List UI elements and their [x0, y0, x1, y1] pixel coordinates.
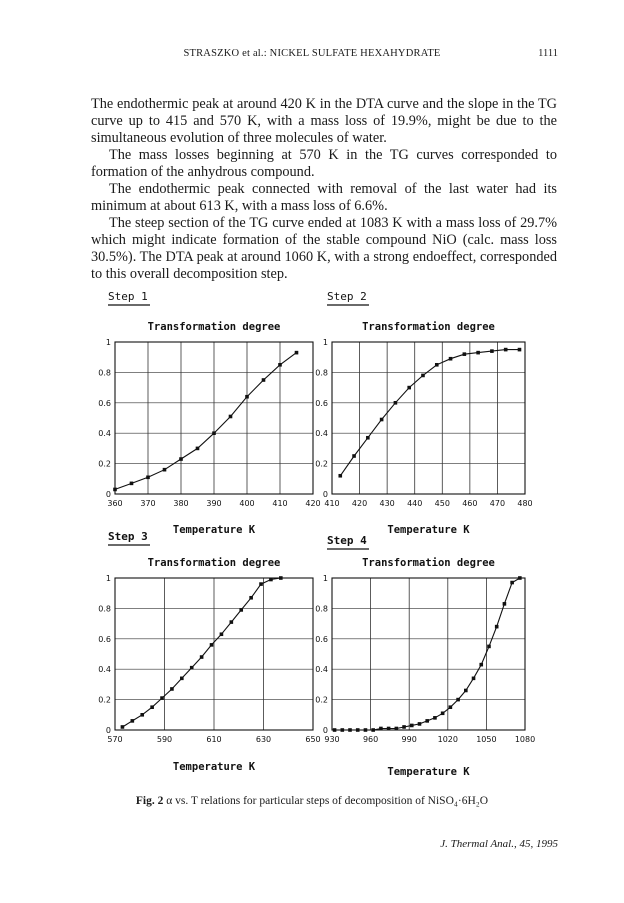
data-point [472, 677, 476, 681]
x-tick-label: 410 [272, 499, 288, 508]
y-tick-label: 0.2 [98, 459, 111, 469]
data-point [518, 348, 522, 352]
x-tick-label: 440 [407, 499, 423, 508]
data-point [212, 431, 216, 435]
series-line [115, 353, 297, 490]
y-tick-label: 1 [322, 338, 328, 347]
x-axis-label: Temperature K [387, 524, 470, 536]
data-point [503, 602, 507, 606]
data-point [130, 482, 134, 486]
data-point [140, 713, 144, 717]
data-point [407, 386, 411, 390]
series-line [340, 350, 519, 476]
x-tick-label: 570 [107, 735, 123, 744]
data-point [425, 719, 429, 723]
data-point [394, 401, 398, 405]
x-tick-label: 650 [305, 735, 321, 744]
chart-title: Transformation degree [362, 557, 495, 569]
y-tick-label: 0.4 [98, 665, 111, 675]
step-label: Step 3 [108, 530, 148, 543]
caption-label: Fig. 2 [135, 795, 164, 807]
data-point [269, 578, 273, 582]
data-point [435, 363, 439, 367]
data-point [352, 454, 356, 458]
data-point [456, 698, 460, 702]
x-tick-label: 590 [156, 735, 173, 744]
data-point [379, 727, 383, 731]
y-tick-label: 0.8 [98, 604, 111, 614]
y-tick-label: 1 [105, 574, 111, 583]
data-point [230, 620, 234, 624]
data-point [421, 374, 425, 378]
y-tick-label: 0.2 [98, 695, 111, 705]
data-point [418, 722, 422, 726]
paragraph: The endothermic peak connected with removal of the last water had its minimum at about 613 K, with a mass loss of 6.6%. [91, 181, 557, 214]
running-title: STRASZKO et al.: NICKEL SULFATE HEXAHYDRATE [183, 48, 441, 59]
data-point [364, 728, 368, 732]
plot-frame [332, 578, 525, 730]
data-point [229, 415, 233, 419]
data-point [518, 576, 522, 580]
data-point [245, 395, 249, 399]
data-point [387, 727, 391, 731]
y-tick-label: 0.8 [315, 604, 328, 614]
data-point [278, 363, 282, 367]
data-point [371, 728, 375, 732]
x-tick-label: 370 [140, 499, 156, 508]
x-tick-label: 990 [401, 735, 417, 744]
y-tick-label: 0 [322, 490, 328, 499]
data-point [239, 608, 243, 612]
x-tick-label: 400 [239, 499, 255, 508]
data-point [210, 643, 214, 647]
series-line [335, 578, 520, 730]
x-tick-label: 460 [462, 499, 478, 508]
y-tick-label: 0.4 [315, 665, 328, 675]
y-tick-label: 0.6 [98, 398, 111, 408]
data-point [295, 351, 299, 355]
x-tick-label: 1080 [514, 735, 536, 744]
data-point [249, 596, 253, 600]
figure-caption [0, 795, 624, 807]
data-point [356, 728, 360, 732]
data-point [476, 351, 480, 355]
data-point [487, 645, 491, 649]
data-point [490, 349, 494, 353]
paragraph: The mass losses beginning at 570 K in the TG curves corresponded to formation of the anhydrous compound. [91, 147, 557, 180]
data-point [441, 711, 445, 715]
data-point [338, 474, 342, 478]
data-point [402, 725, 406, 729]
x-tick-label: 480 [517, 499, 533, 508]
x-tick-label: 960 [362, 735, 379, 744]
x-tick-label: 380 [173, 499, 189, 508]
data-point [333, 728, 337, 732]
y-tick-label: 0.8 [98, 368, 111, 378]
paragraph: The endothermic peak at around 420 K in the DTA curve and the slope in the TG curve up to 415 and 570 K, with a mass loss of 19.9%, might be due to the simultaneous evolution of three molecules of water. [91, 96, 557, 146]
x-axis-label: Temperature K [387, 766, 470, 778]
x-tick-label: 930 [324, 735, 340, 744]
data-point [410, 724, 414, 728]
y-tick-label: 0.2 [315, 459, 328, 469]
series-line [122, 578, 280, 727]
x-tick-label: 1020 [437, 735, 458, 744]
x-tick-label: 430 [379, 499, 395, 508]
chart-title: Transformation degree [147, 557, 281, 569]
x-tick-label: 630 [255, 735, 272, 744]
page-number: 1111 [538, 48, 558, 59]
data-point [170, 687, 174, 691]
y-tick-label: 0.8 [315, 368, 328, 378]
y-tick-label: 0 [322, 726, 328, 735]
step-label: Step 1 [108, 290, 148, 303]
x-tick-label: 470 [489, 499, 506, 508]
y-tick-label: 0.2 [315, 695, 328, 705]
x-tick-label: 420 [305, 499, 321, 508]
step-label: Step 2 [327, 290, 367, 303]
x-tick-label: 390 [206, 499, 222, 508]
y-tick-label: 0.6 [315, 634, 328, 644]
data-point [163, 468, 167, 472]
data-point [348, 728, 352, 732]
x-tick-label: 410 [324, 499, 340, 508]
chart-title: Transformation degree [147, 321, 281, 333]
data-point [366, 436, 370, 440]
data-point [510, 581, 514, 585]
y-tick-label: 1 [105, 338, 111, 347]
data-point [449, 705, 453, 709]
paragraph: The steep section of the TG curve ended at 1083 K with a mass loss of 29.7% which might indicate formation of the stable compound NiO (calc. mass loss 30.5%). The DTA peak at around 1060 K, with a strong endoeffect, corresponded to this overall decomposition step. [91, 215, 557, 282]
data-point [113, 488, 117, 492]
data-point [262, 378, 266, 382]
chart-title: Transformation degree [362, 321, 495, 333]
data-point [340, 728, 344, 732]
plot-frame [332, 342, 525, 494]
x-tick-label: 420 [351, 499, 368, 508]
data-point [395, 727, 399, 731]
data-point [259, 582, 263, 586]
data-point [131, 719, 135, 723]
x-tick-label: 450 [434, 499, 450, 508]
data-point [121, 725, 125, 729]
data-point [504, 348, 508, 352]
y-tick-label: 0.6 [315, 398, 328, 408]
x-axis-label: Temperature K [172, 524, 256, 536]
y-tick-label: 0 [105, 726, 111, 735]
x-tick-label: 360 [107, 499, 123, 508]
data-point [150, 705, 154, 709]
data-point [380, 418, 384, 422]
data-point [196, 447, 200, 451]
x-tick-label: 610 [206, 735, 222, 744]
data-point [495, 625, 499, 629]
data-point [146, 475, 150, 479]
data-point [279, 576, 283, 580]
data-point [433, 716, 437, 720]
data-point [449, 357, 453, 361]
caption-text: α vs. T relations for particular steps of decomposition of NiSO₄·6H₂O [166, 795, 489, 807]
x-tick-label: 1050 [476, 735, 497, 744]
y-tick-label: 0.6 [98, 634, 111, 644]
data-point [179, 457, 183, 461]
y-tick-label: 0.4 [315, 429, 328, 439]
y-tick-label: 1 [322, 574, 328, 583]
y-tick-label: 0.4 [98, 429, 111, 439]
y-tick-label: 0 [105, 490, 111, 499]
data-point [200, 655, 204, 659]
data-point [479, 663, 483, 667]
data-point [180, 677, 184, 681]
data-point [160, 696, 164, 700]
data-point [464, 689, 468, 693]
data-point [220, 632, 224, 636]
x-axis-label: Temperature K [172, 761, 256, 773]
data-point [190, 666, 194, 670]
data-point [463, 352, 467, 356]
step-label: Step 4 [327, 534, 367, 547]
journal-footer: J. Thermal Anal., 45, 1995 [440, 838, 558, 850]
